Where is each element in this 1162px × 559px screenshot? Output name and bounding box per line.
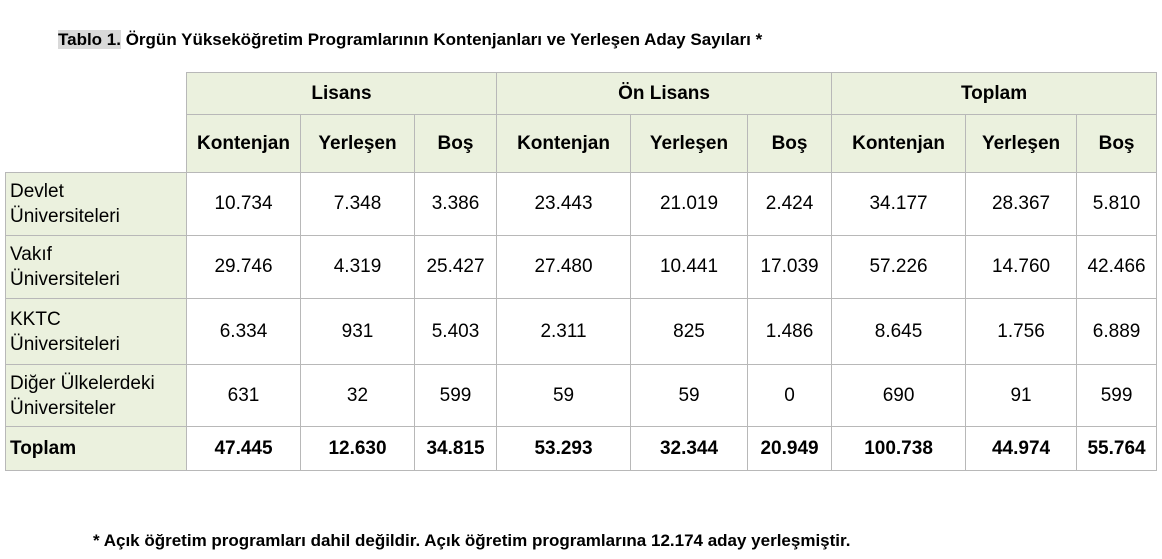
subheader-cell: Yerleşen xyxy=(966,115,1077,173)
row-label-line2: Üniversiteleri xyxy=(10,206,120,227)
value-cell: 690 xyxy=(832,365,966,427)
value-cell: 825 xyxy=(631,299,748,365)
table-row xyxy=(6,365,1157,427)
total-cell: 53.293 xyxy=(497,427,631,471)
value-cell: 8.645 xyxy=(832,299,966,365)
caption-label: Tablo 1. xyxy=(58,30,121,49)
value-cell: 7.348 xyxy=(301,173,415,236)
value-cell: 599 xyxy=(1077,365,1157,427)
value-cell: 2.311 xyxy=(497,299,631,365)
total-cell: 100.738 xyxy=(832,427,966,471)
value-cell: 57.226 xyxy=(832,236,966,299)
subheader-cell: Boş xyxy=(1077,115,1157,173)
group-header-lisans: Lisans xyxy=(187,73,497,115)
total-cell: 32.344 xyxy=(631,427,748,471)
value-cell: 6.334 xyxy=(187,299,301,365)
row-label-line2: Üniversiteleri xyxy=(10,269,120,290)
value-cell: 21.019 xyxy=(631,173,748,236)
value-cell: 42.466 xyxy=(1077,236,1157,299)
total-cell: 20.949 xyxy=(748,427,832,471)
row-label-line1: Diğer Ülkelerdeki xyxy=(10,372,155,394)
row-label-line2: Üniversiteler xyxy=(10,397,116,419)
value-cell: 2.424 xyxy=(748,173,832,236)
value-cell: 6.889 xyxy=(1077,299,1157,365)
value-cell: 14.760 xyxy=(966,236,1077,299)
value-cell: 59 xyxy=(631,365,748,427)
subheader-cell: Boş xyxy=(748,115,832,173)
corner-cell xyxy=(6,73,187,173)
value-cell: 32 xyxy=(301,365,415,427)
value-cell: 0 xyxy=(748,365,832,427)
value-cell: 29.746 xyxy=(187,236,301,299)
value-cell: 34.177 xyxy=(832,173,966,236)
value-cell: 23.443 xyxy=(497,173,631,236)
table-row xyxy=(6,299,1157,365)
value-cell: 17.039 xyxy=(748,236,832,299)
row-label-line1: KKTC xyxy=(10,308,61,330)
group-header-on-lisans: Ön Lisans xyxy=(497,73,832,115)
row-label-line2: Üniversiteleri xyxy=(10,333,120,355)
footnote: * Açık öğretim programları dahil değildir. Açık öğretim programlarına 12.174 aday yerleşmiştir. xyxy=(93,531,851,550)
quota-table xyxy=(5,72,1157,471)
value-cell: 4.319 xyxy=(301,236,415,299)
row-label xyxy=(6,236,187,299)
value-cell: 59 xyxy=(497,365,631,427)
row-label-line1: Devlet xyxy=(10,181,64,202)
value-cell: 5.810 xyxy=(1077,173,1157,236)
value-cell: 3.386 xyxy=(415,173,497,236)
value-cell: 1.756 xyxy=(966,299,1077,365)
subheader-cell: Boş xyxy=(415,115,497,173)
total-cell: 47.445 xyxy=(187,427,301,471)
subheader-cell: Kontenjan xyxy=(832,115,966,173)
row-label-line1: Vakıf xyxy=(10,244,52,265)
subheader-cell: Kontenjan xyxy=(497,115,631,173)
row-label xyxy=(6,365,187,427)
total-cell: 34.815 xyxy=(415,427,497,471)
subheader-cell: Yerleşen xyxy=(301,115,415,173)
value-cell: 931 xyxy=(301,299,415,365)
caption-text: Örgün Yükseköğretim Programlarının Kontenjanları ve Yerleşen Aday Sayıları * xyxy=(120,30,763,49)
table-row xyxy=(6,236,1157,299)
total-label: Toplam xyxy=(6,427,187,471)
group-header-toplam: Toplam xyxy=(832,73,1157,115)
table-caption xyxy=(58,30,762,50)
value-cell: 28.367 xyxy=(966,173,1077,236)
total-cell: 55.764 xyxy=(1077,427,1157,471)
value-cell: 25.427 xyxy=(415,236,497,299)
value-cell: 10.734 xyxy=(187,173,301,236)
subheader-cell: Yerleşen xyxy=(631,115,748,173)
value-cell: 10.441 xyxy=(631,236,748,299)
row-label xyxy=(6,299,187,365)
total-cell: 12.630 xyxy=(301,427,415,471)
value-cell: 27.480 xyxy=(497,236,631,299)
value-cell: 631 xyxy=(187,365,301,427)
value-cell: 1.486 xyxy=(748,299,832,365)
value-cell: 91 xyxy=(966,365,1077,427)
value-cell: 599 xyxy=(415,365,497,427)
row-label xyxy=(6,173,187,236)
total-row xyxy=(6,427,1157,471)
total-cell: 44.974 xyxy=(966,427,1077,471)
table-row xyxy=(6,173,1157,236)
subheader-cell: Kontenjan xyxy=(187,115,301,173)
value-cell: 5.403 xyxy=(415,299,497,365)
group-header-row xyxy=(6,73,1157,115)
